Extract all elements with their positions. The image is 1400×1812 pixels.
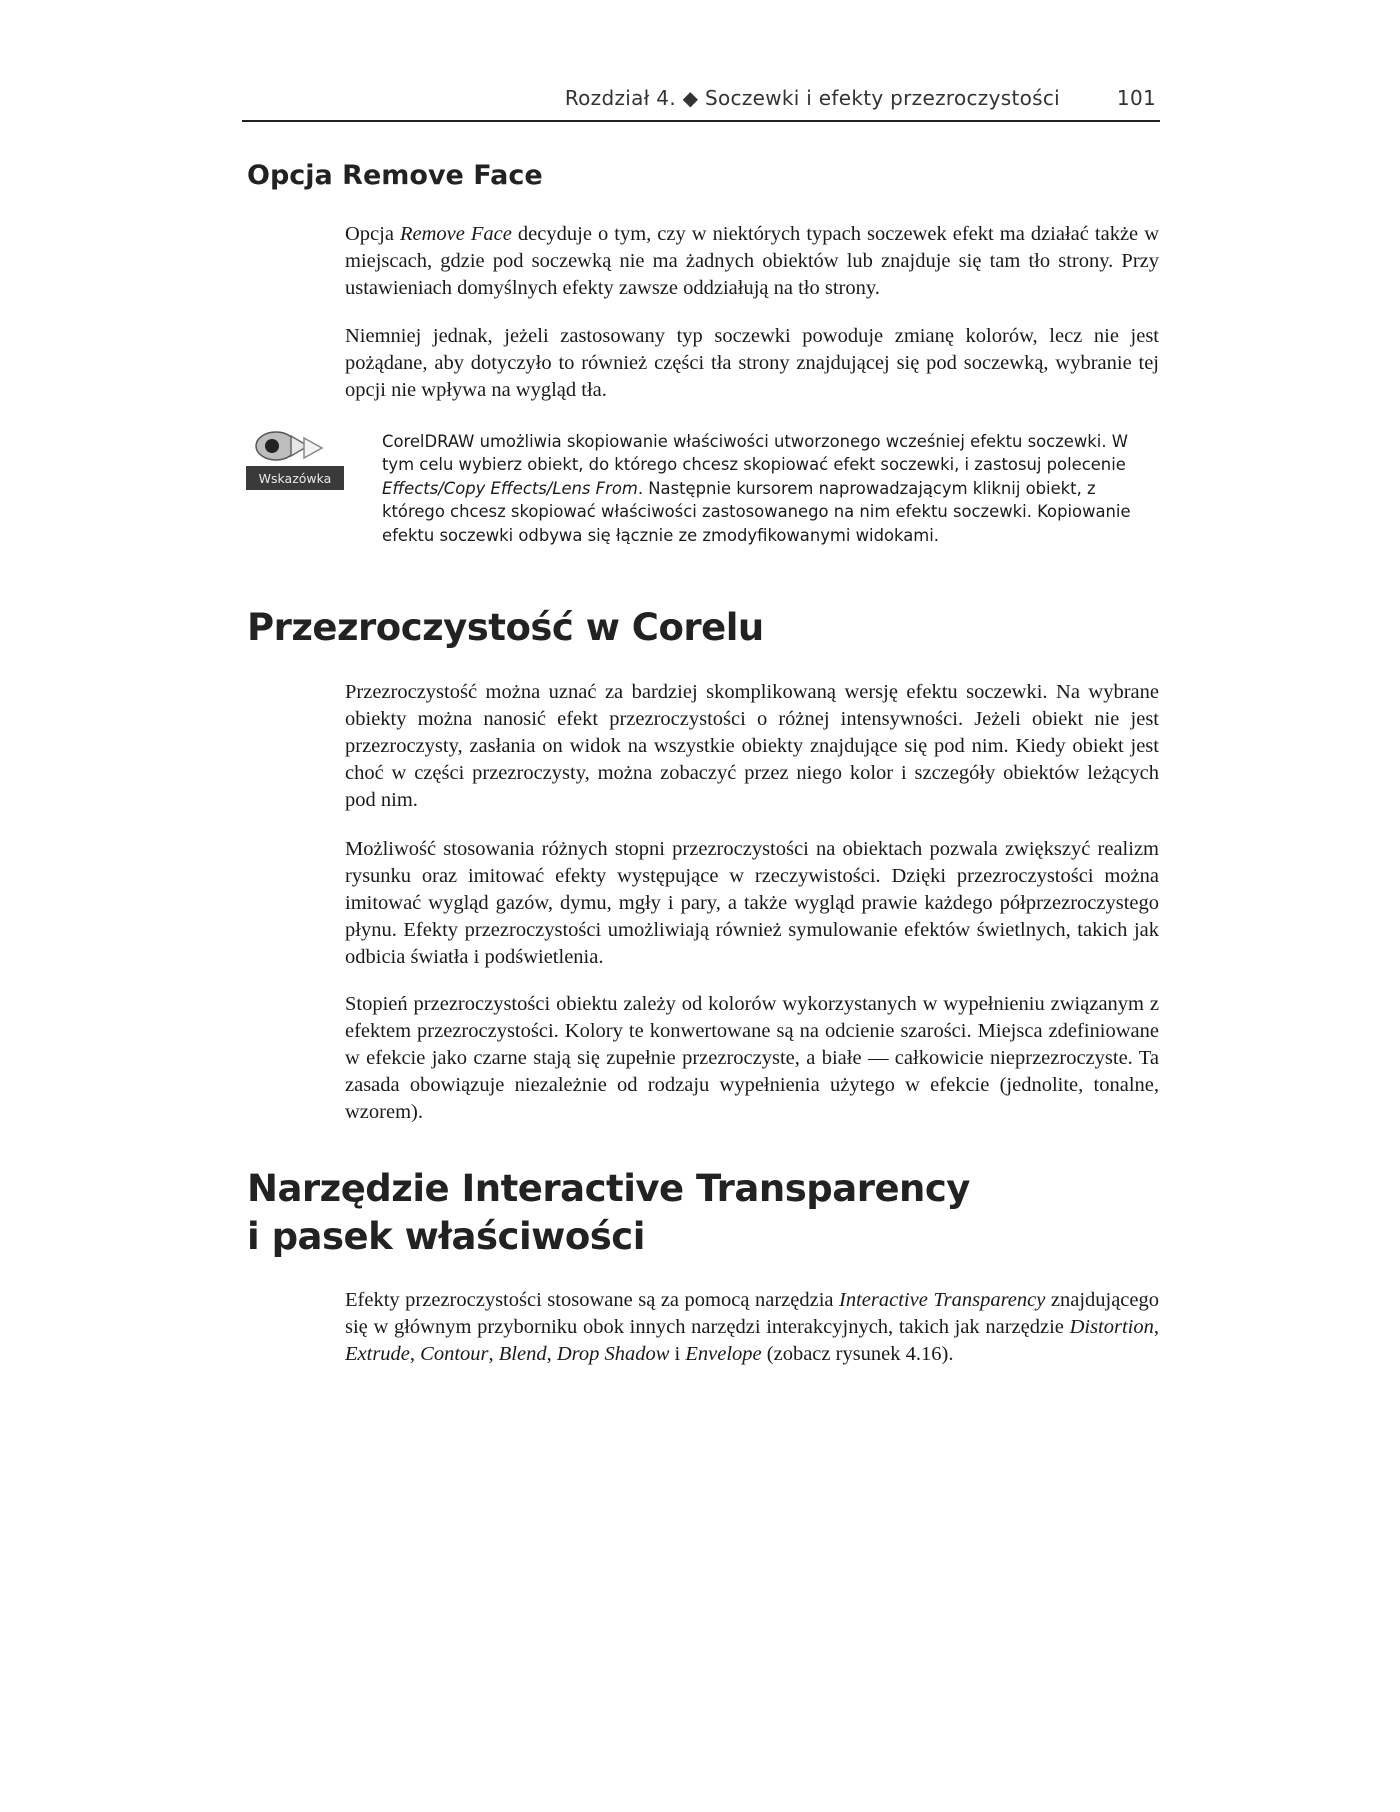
italic-term: Remove Face — [400, 223, 512, 245]
text-run: Efekty przezroczystości stosowane są za pomocą narzędzia — [345, 1289, 840, 1311]
paragraph-remove-face-2: Niemniej jednak, jeżeli zastosowany typ soczewki powoduje zmianę kolorów, lecz nie jest pożądane, aby dotyczyło to również części tła strony znajdującej się pod soczewką, wybranie tej opcji nie wpływa na wygląd tła. — [345, 325, 1159, 401]
text-run: , — [409, 1343, 421, 1365]
heading-interactive-transparency — [247, 1165, 970, 1261]
tip-text — [382, 430, 1142, 547]
paragraph-transparency-1: Przezroczystość można uznać za bardziej skomplikowaną wersję efektu soczewki. Na wybrane obiekty można nanosić efekt przezroczystości o różnej intensywności. Jeżeli obiekt nie jest przezroczysty, zasłania on widok na wszystkie obiekty znajdujące się pod nim. Kiedy obiekt jest choć w części przezroczysty, można zobaczyć przez niego kolor i szczegóły obiektów leżących pod nim. — [345, 681, 1159, 811]
text-run: . Następnie kursorem naprowadzającym kliknij obiekt, z którego chcesz skopiować właściwości zastosowanego na nim efektu soczewki. Kopiowanie efektu soczewki odbywa się łącznie ze zmodyfikowanymi widokami. — [382, 478, 1131, 545]
paragraph-transparency-2: Możliwość stosowania różnych stopni przezroczystości na obiektach pozwala zwiększyć realizm rysunku oraz imitować efekty występujące w rzeczywistości. Dzięki przezroczystości można imitować wygląd gazów, dymu, mgły i pary, a także wygląd prawie każdego półprzezroczystego płynu. Efekty przezroczystości umożliwiają również symulowanie efektów świetlnych, takich jak odbicia światła i podświetlenia. — [345, 838, 1159, 968]
paragraph-remove-face-1 — [345, 221, 1159, 302]
italic-term: Distortion — [1069, 1316, 1154, 1338]
text-run: (zobacz rysunek 4.16). — [761, 1343, 954, 1365]
text-run: Opcja — [345, 223, 400, 245]
text-run: znajdującego się w głównym przyborniku obok innych narzędzi interakcyjnych, takich jak narzędzie — [345, 1289, 1160, 1338]
heading-transparency: Przezroczystość w Corelu — [247, 606, 764, 649]
text-run: , — [488, 1343, 499, 1365]
paragraph-transparency-3: Stopień przezroczystości obiektu zależy od kolorów wykorzystanych w wypełnieniu związanym z efektem przezroczystości. Kolory te konwertowane są na odcienie szarości. Miejsca zdefiniowane w efekcie jako czarne stają się zupełnie przezroczyste, a białe — całkowicie nieprzezroczyste. Ta zasada obowiązuje niezależnie od rodzaju wypełnienia użytego w efekcie (jednolite, tonalne, wzorem). — [345, 993, 1159, 1123]
heading-line: Narzędzie Interactive Transparency — [247, 1167, 970, 1210]
italic-term: Contour — [420, 1343, 489, 1365]
tip-icon-label: Wskazówka — [258, 471, 332, 486]
italic-term: Drop Shadow — [556, 1343, 670, 1365]
running-header — [242, 84, 1160, 122]
tip-icon — [246, 428, 346, 494]
heading-remove-face: Opcja Remove Face — [247, 160, 543, 191]
heading-line: i pasek właściwości — [247, 1215, 645, 1258]
text-run: , — [1153, 1316, 1159, 1338]
text-run: decyduje o tym, czy w niektórych typach soczewek efekt ma działać także w miejscach, gdzie pod soczewką nie ma żadnych obiektów lub znajduje się tam tło strony. Przy ustawieniach domyślnych efekty zawsze oddziałują na tło strony. — [345, 223, 1159, 299]
italic-term: Envelope — [685, 1343, 762, 1365]
text-run: , — [546, 1343, 557, 1365]
page-number: 101 — [1116, 86, 1156, 110]
paragraph-interactive-1 — [345, 1287, 1159, 1368]
italic-command: Effects/Copy Effects/Lens From — [382, 478, 638, 498]
italic-term: Interactive Transparency — [839, 1289, 1046, 1311]
italic-term: Blend — [498, 1343, 547, 1365]
chapter-title: Rozdział 4. ◆ Soczewki i efekty przezroczystości — [564, 86, 1060, 110]
text-run: i — [669, 1343, 686, 1365]
italic-term: Extrude — [345, 1343, 410, 1365]
text-run: CorelDRAW umożliwia skopiowanie właściwości utworzonego wcześniej efektu soczewki. W tym celu wybierz obiekt, do którego chcesz skopiować efekt soczewki, i zastosuj polecenie — [382, 432, 1128, 475]
